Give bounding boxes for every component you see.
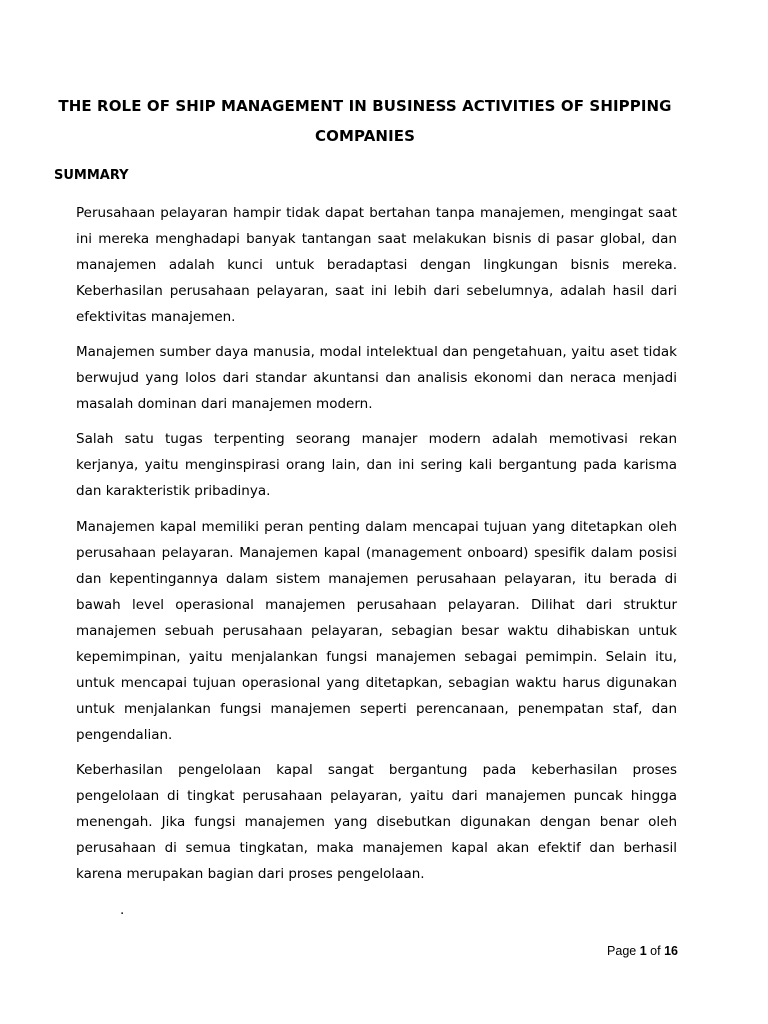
total-pages-number: 16 (664, 944, 678, 958)
body-paragraph: Manajemen kapal memiliki peran penting dalam mencapai tujuan yang ditetapkan oleh perusahaan pelayaran. Manajemen kapal (management onboard) spesifik dalam posisi dan kepentingannya dalam sistem manajemen perusahaan pelayaran, itu berada di bawah level operasional manajemen perusahaan pelayaran. Dilihat dari struktur manajemen sebuah perusahaan pelayaran, sebagian besar waktu dihabiskan untuk kepemimpinan, yaitu menjalankan fungsi manajemen sebagai pemimpin. Selain itu, untuk mencapai tujuan operasional yang ditetapkan, sebagian waktu harus digunakan untuk menjalankan fungsi manajemen seperti perencanaan, penempatan staf, dan pengendalian. (76, 519, 677, 743)
document-title: THE ROLE OF SHIP MANAGEMENT IN BUSINESS ACTIVITIES OF SHIPPING COMPANIES (58, 97, 672, 145)
body-paragraph: Keberhasilan pengelolaan kapal sangat bergantung pada keberhasilan proses pengelolaan di tingkat perusahaan pelayaran, yaitu dari manajemen puncak hingga menengah. Jika fungsi manajemen yang disebutkan digunakan dengan benar oleh perusahaan di semua tingkatan, maka manajemen kapal akan efektif dan berhasil karena merupakan bagian dari proses pengelolaan. (76, 762, 677, 882)
body-paragraph: Salah satu tugas terpenting seorang manajer modern adalah memotivasi rekan kerjanya, yaitu menginspirasi orang lain, dan ini sering kali bergantung pada karisma dan karakteristik pribadinya. (76, 431, 677, 499)
page-of-label: of (650, 944, 661, 958)
body-paragraph: Perusahaan pelayaran hampir tidak dapat bertahan tanpa manajemen, mengingat saat ini mereka menghadapi banyak tantangan saat melakukan bisnis di pasar global, dan manajemen adalah kunci untuk beradaptasi dengan lingkungan bisnis mereka. Keberhasilan perusahaan pelayaran, saat ini lebih dari sebelumnya, adalah hasil dari efektivitas manajemen. (76, 205, 677, 325)
page-number-footer (607, 942, 678, 960)
page-label: Page (607, 944, 637, 958)
stray-mark: . (120, 902, 125, 918)
body-paragraph: Manajemen sumber daya manusia, modal intelektual dan pengetahuan, yaitu aset tidak berwujud yang lolos dari standar akuntansi dan analisis ekonomi dan neraca menjadi masalah dominan dari manajemen modern. (76, 344, 677, 412)
summary-heading: SUMMARY (54, 168, 129, 183)
current-page-number: 1 (639, 944, 647, 958)
